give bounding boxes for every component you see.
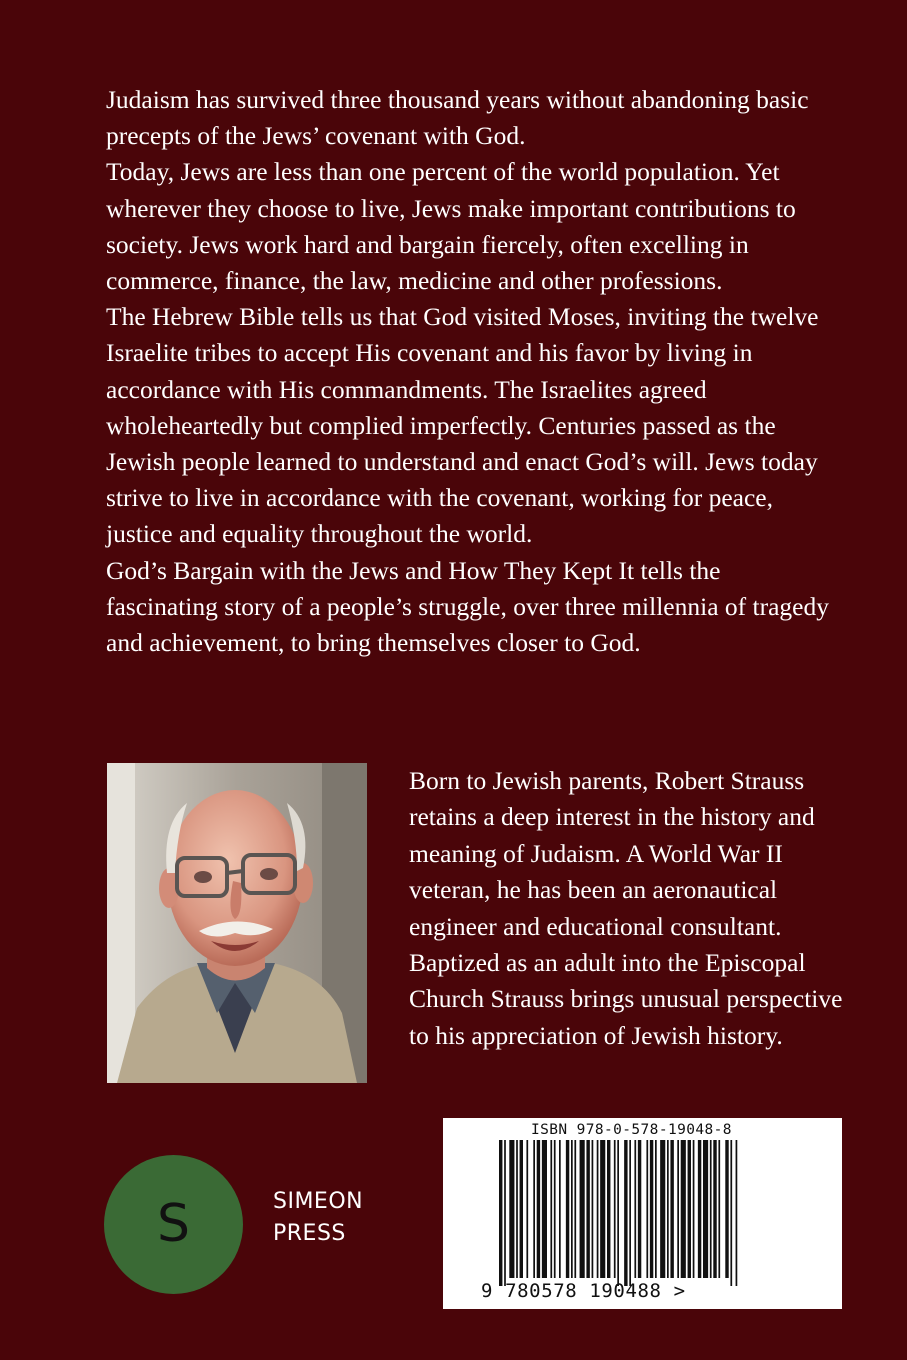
barcode-bar — [698, 1140, 701, 1278]
barcode-bar — [571, 1140, 573, 1278]
barcode-bar — [703, 1140, 708, 1278]
barcode-bar — [638, 1140, 641, 1278]
barcode-bar — [624, 1140, 627, 1286]
barcode-bar — [614, 1140, 616, 1278]
barcode-bar — [634, 1140, 636, 1278]
author-bio — [409, 763, 849, 1054]
blurb-paragraph-4: God’s Bargain with the Jews and How They Kept It tells the fascinating story of a people’s struggle, over three millennia of tragedy and achievement, to bring themselves closer to God. — [106, 555, 829, 658]
barcode-bar — [574, 1140, 576, 1278]
barcode-bar — [533, 1140, 535, 1278]
isbn-barcode — [443, 1118, 842, 1309]
publisher-name-line-1: SIMEON — [273, 1189, 364, 1214]
publisher-name — [273, 1186, 363, 1250]
barcode-bar — [499, 1140, 502, 1286]
barcode-bar — [516, 1140, 518, 1278]
blurb-paragraph-1: Judaism has survived three thousand years without abandoning basic precepts of the Jews’ covenant with God. — [106, 85, 809, 151]
barcode-bar — [586, 1140, 589, 1278]
barcode-bar — [504, 1140, 506, 1286]
barcode-bar — [693, 1140, 695, 1278]
barcode-bar — [537, 1140, 540, 1278]
publisher-logo — [104, 1155, 243, 1294]
barcode-bar — [592, 1140, 594, 1278]
barcode-bar — [509, 1140, 514, 1278]
barcode-bar — [566, 1140, 569, 1278]
barcode-bar — [736, 1140, 738, 1286]
barcode-bar — [718, 1140, 720, 1278]
barcode-bar — [607, 1140, 610, 1278]
blurb-paragraph-2: Today, Jews are less than one percent of the world population. Yet wherever they choose to live, Jews make important contributions to society. Jews work hard and bargain fiercely, often excelling in commerce, finance, the law, medicine and other professions. — [106, 157, 796, 296]
author-bio-text: Born to Jewish parents, Robert Strauss retains a deep interest in the history and meaning of Judaism. A World War II veteran, he has been an aeronautical engineer and educational consultant. Baptized as an adult into the Episcopal Church Strauss brings unusual perspective to his appreciation of Jewish history. — [409, 766, 843, 1050]
barcode-bar — [554, 1140, 556, 1278]
barcode-bar — [542, 1140, 547, 1278]
barcode-bar — [600, 1140, 605, 1278]
barcode-bar — [725, 1140, 728, 1278]
barcode-bar — [646, 1140, 648, 1278]
barcode-bar — [520, 1140, 523, 1278]
barcode-bar — [597, 1140, 599, 1278]
barcode-bar — [617, 1140, 619, 1286]
back-cover-blurb — [106, 82, 836, 661]
barcode-bars — [499, 1140, 749, 1290]
barcode-bar — [650, 1140, 653, 1278]
barcode-bar — [710, 1140, 712, 1278]
barcode-bar — [730, 1140, 732, 1286]
isbn-label: ISBN 978-0-578-19048-8 — [531, 1122, 732, 1138]
barcode-bar — [580, 1140, 585, 1278]
barcode-bar — [660, 1140, 665, 1278]
publisher-name-line-2: PRESS — [273, 1221, 346, 1246]
barcode-bar — [688, 1140, 691, 1278]
barcode-bar — [677, 1140, 679, 1278]
barcode-bar — [681, 1140, 686, 1278]
barcode-bar — [655, 1140, 657, 1278]
barcode-bar — [670, 1140, 673, 1278]
barcode-bar — [667, 1140, 669, 1278]
barcode-bar — [559, 1140, 561, 1278]
barcode-bar — [713, 1140, 716, 1278]
barcode-bar — [526, 1140, 528, 1278]
publisher-logo-letter: S — [156, 1194, 190, 1254]
ean-digits: 9 780578 190488 > — [481, 1280, 686, 1302]
blurb-paragraph-3: The Hebrew Bible tells us that God visited Moses, inviting the twelve Israelite tribes to accept His covenant and his favor by living in accordance with His commandments. The Israelites agreed wholeheartedly but complied imperfectly. Centuries passed as the Jewish people learned to understand and enact God’s will. Jews today strive to live in accordance with the covenant, working for peace, justice and equality throughout the world. — [106, 302, 819, 549]
barcode-bar — [550, 1140, 552, 1278]
barcode-bar — [629, 1140, 631, 1286]
author-photo — [107, 763, 367, 1083]
